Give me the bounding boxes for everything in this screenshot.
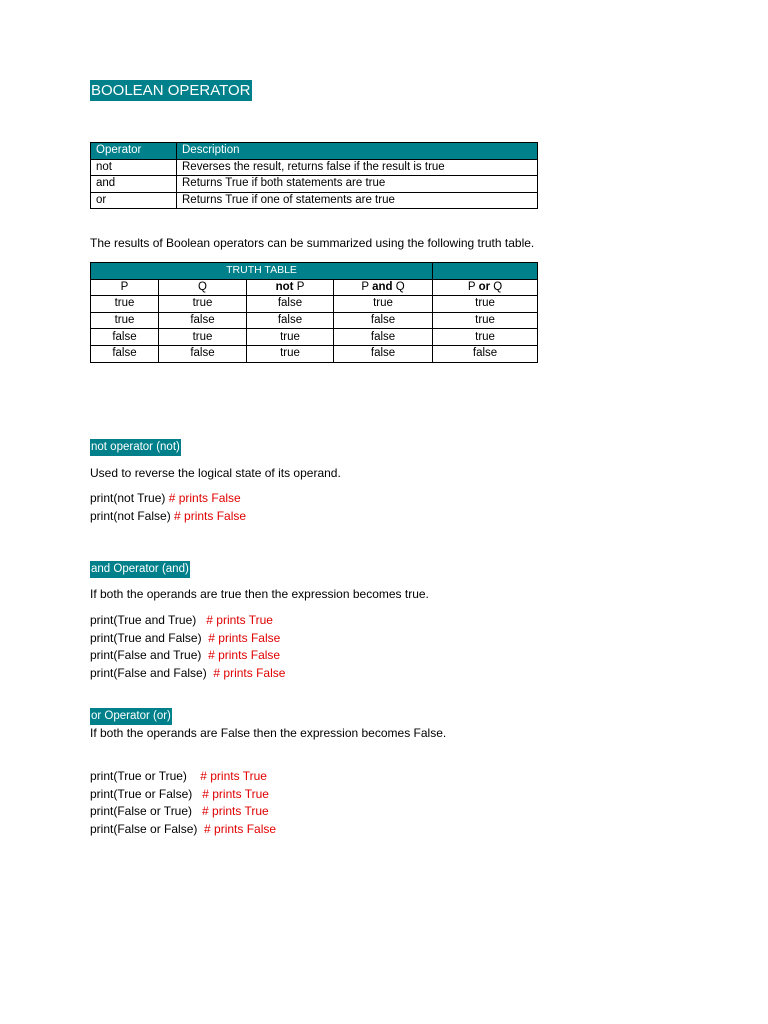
- operator-cell: and: [91, 176, 177, 193]
- table-row: [91, 159, 538, 176]
- code-line: print(False or False) # prints False: [90, 822, 277, 837]
- operators-table: [90, 142, 538, 209]
- code-line: print(True or True) # prints True: [90, 769, 267, 783]
- table-cell: true: [433, 329, 538, 346]
- code-line: print(not True) # prints False: [90, 491, 241, 505]
- code-line: print(True and True) # prints True: [90, 613, 273, 627]
- table-row: [91, 192, 538, 209]
- table-cell: true: [159, 329, 247, 346]
- table-cell: false: [247, 312, 334, 329]
- table-row: [91, 329, 538, 346]
- code-line: print(False and False) # prints False: [90, 666, 286, 681]
- table-row: [91, 312, 538, 329]
- operator-cell: not: [91, 159, 177, 176]
- operator-cell: or: [91, 192, 177, 209]
- truth-table: [90, 262, 538, 363]
- code-line: print(True or False) # prints True: [90, 786, 269, 801]
- section-heading-or: or Operator (or): [90, 708, 172, 725]
- table-cell: true: [91, 296, 159, 313]
- section-heading-and: and Operator (and): [90, 561, 190, 578]
- code-line: print(False or True) # prints True: [90, 804, 269, 819]
- table-row: [91, 296, 538, 313]
- section-description-or: If both the operands are False then the expression becomes False.: [90, 726, 447, 740]
- table-cell: true: [159, 296, 247, 313]
- column-header-q: Q: [159, 279, 247, 296]
- table-cell: false: [334, 345, 433, 362]
- truth-table-title: TRUTH TABLE: [91, 263, 433, 280]
- column-header-not-p: not P: [247, 279, 334, 296]
- table-cell: false: [159, 312, 247, 329]
- table-cell: true: [247, 329, 334, 346]
- column-header-p-and-q: P and Q: [334, 279, 433, 296]
- section-heading-not: not operator (not): [90, 439, 181, 456]
- truth-table-header: [91, 279, 538, 296]
- truth-table-title-blank: [433, 263, 538, 280]
- table-cell: false: [247, 296, 334, 313]
- description-cell: Returns True if one of statements are true: [177, 192, 538, 209]
- table-cell: false: [334, 312, 433, 329]
- code-line: print(True and False) # prints False: [90, 630, 281, 645]
- column-header-operator: Operator: [91, 143, 177, 160]
- code-line: print(False and True) # prints False: [90, 648, 281, 663]
- table-cell: false: [433, 345, 538, 362]
- page-title: BOOLEAN OPERATOR: [91, 82, 251, 99]
- truth-table-title-row: [91, 263, 538, 280]
- column-header-description: Description: [177, 143, 538, 160]
- table-cell: false: [91, 345, 159, 362]
- code-line: print(not False) # prints False: [90, 509, 247, 523]
- table-cell: true: [247, 345, 334, 362]
- section-description-not: Used to reverse the logical state of its operand.: [90, 466, 341, 480]
- section-description-and: If both the operands are true then the expression becomes true.: [90, 587, 429, 601]
- column-header-p: P: [91, 279, 159, 296]
- table-row: [91, 176, 538, 193]
- table-cell: false: [334, 329, 433, 346]
- description-cell: Reverses the result, returns false if the result is true: [177, 159, 538, 176]
- table-cell: true: [91, 312, 159, 329]
- table-cell: false: [159, 345, 247, 362]
- column-header-p-or-q: P or Q: [433, 279, 538, 296]
- table-row: [91, 345, 538, 362]
- table-cell: true: [433, 312, 538, 329]
- operators-table-header: [91, 143, 538, 160]
- intro-text: The results of Boolean operators can be summarized using the following truth table.: [90, 236, 535, 250]
- description-cell: Returns True if both statements are true: [177, 176, 538, 193]
- table-cell: true: [334, 296, 433, 313]
- table-cell: false: [91, 329, 159, 346]
- table-cell: true: [433, 296, 538, 313]
